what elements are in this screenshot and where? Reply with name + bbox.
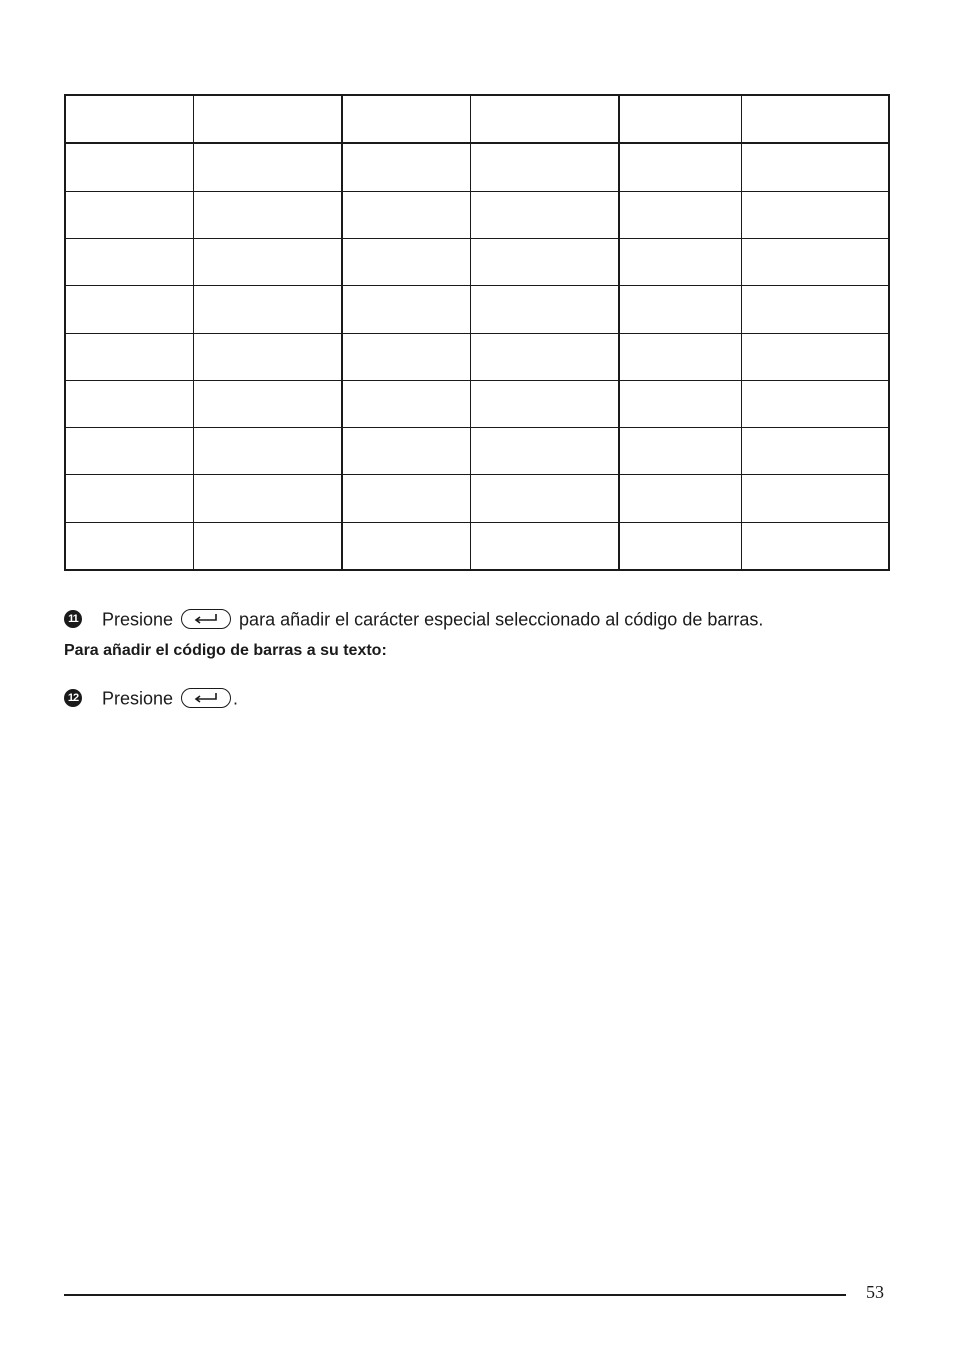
step-12 [64, 686, 238, 709]
table-cell [619, 522, 741, 570]
table-cell [193, 286, 342, 333]
table-cell [470, 95, 619, 143]
table-cell [342, 286, 470, 333]
table-cell [65, 286, 193, 333]
table-cell [342, 333, 470, 380]
table-cell [342, 143, 470, 191]
step-number-badge: 12 [64, 689, 82, 707]
enter-arrow-icon [192, 692, 220, 704]
table-cell [193, 428, 342, 475]
step-number-badge: 11 [64, 610, 82, 628]
table-cell [193, 238, 342, 285]
table-cell [193, 380, 342, 427]
table-cell [619, 475, 741, 522]
table-cell [741, 286, 889, 333]
table-cell [342, 238, 470, 285]
table-row [65, 475, 889, 522]
table-cell [193, 475, 342, 522]
table-cell [470, 333, 619, 380]
table-cell [470, 428, 619, 475]
table-cell [619, 286, 741, 333]
table-cell [470, 191, 619, 238]
table-cell [741, 95, 889, 143]
table-cell [619, 428, 741, 475]
table-cell [65, 95, 193, 143]
step-text-before: Presione [102, 609, 174, 630]
table-cell [65, 238, 193, 285]
table-cell [619, 95, 741, 143]
section-subheading: Para añadir el código de barras a su texto: [64, 642, 387, 659]
enter-arrow-icon [192, 613, 220, 625]
table-cell [619, 143, 741, 191]
character-table [64, 94, 890, 571]
table-cell [741, 333, 889, 380]
table-cell [619, 191, 741, 238]
table-cell [342, 380, 470, 427]
table-row [65, 380, 889, 427]
table-cell [741, 522, 889, 570]
enter-key-icon [181, 609, 231, 629]
table-cell [342, 475, 470, 522]
table-cell [342, 428, 470, 475]
table-cell [65, 333, 193, 380]
table-cell [470, 522, 619, 570]
table-row [65, 428, 889, 475]
table-cell [193, 143, 342, 191]
table-cell [65, 191, 193, 238]
table-cell [741, 428, 889, 475]
table-row [65, 286, 889, 333]
enter-key-icon [181, 688, 231, 708]
table-cell [65, 522, 193, 570]
table-cell [741, 238, 889, 285]
table-row [65, 95, 889, 143]
table-cell [470, 475, 619, 522]
table-cell [65, 475, 193, 522]
table-cell [342, 95, 470, 143]
table-cell [470, 238, 619, 285]
table-cell [470, 143, 619, 191]
table-cell [193, 522, 342, 570]
table-cell [619, 238, 741, 285]
footer-rule [64, 1294, 846, 1296]
table-row [65, 143, 889, 191]
table-cell [741, 380, 889, 427]
step-text-after: para añadir el carácter especial seleccionado al código de barras. [239, 609, 764, 630]
table-cell [65, 143, 193, 191]
page-number: 53 [866, 1282, 884, 1302]
table-cell [65, 428, 193, 475]
table-row [65, 191, 889, 238]
step-text-after: . [233, 688, 239, 709]
table-cell [342, 522, 470, 570]
step-11 [64, 607, 763, 630]
table-cell [741, 143, 889, 191]
table-cell [619, 380, 741, 427]
table-cell [342, 191, 470, 238]
table-cell [470, 380, 619, 427]
table-row [65, 333, 889, 380]
table-row [65, 238, 889, 285]
table-cell [193, 191, 342, 238]
table-cell [470, 286, 619, 333]
table-cell [193, 333, 342, 380]
table-cell [741, 191, 889, 238]
table-cell [65, 380, 193, 427]
table-row [65, 522, 889, 570]
table-cell [193, 95, 342, 143]
table-cell [619, 333, 741, 380]
step-text-before: Presione [102, 688, 174, 709]
table-cell [741, 475, 889, 522]
